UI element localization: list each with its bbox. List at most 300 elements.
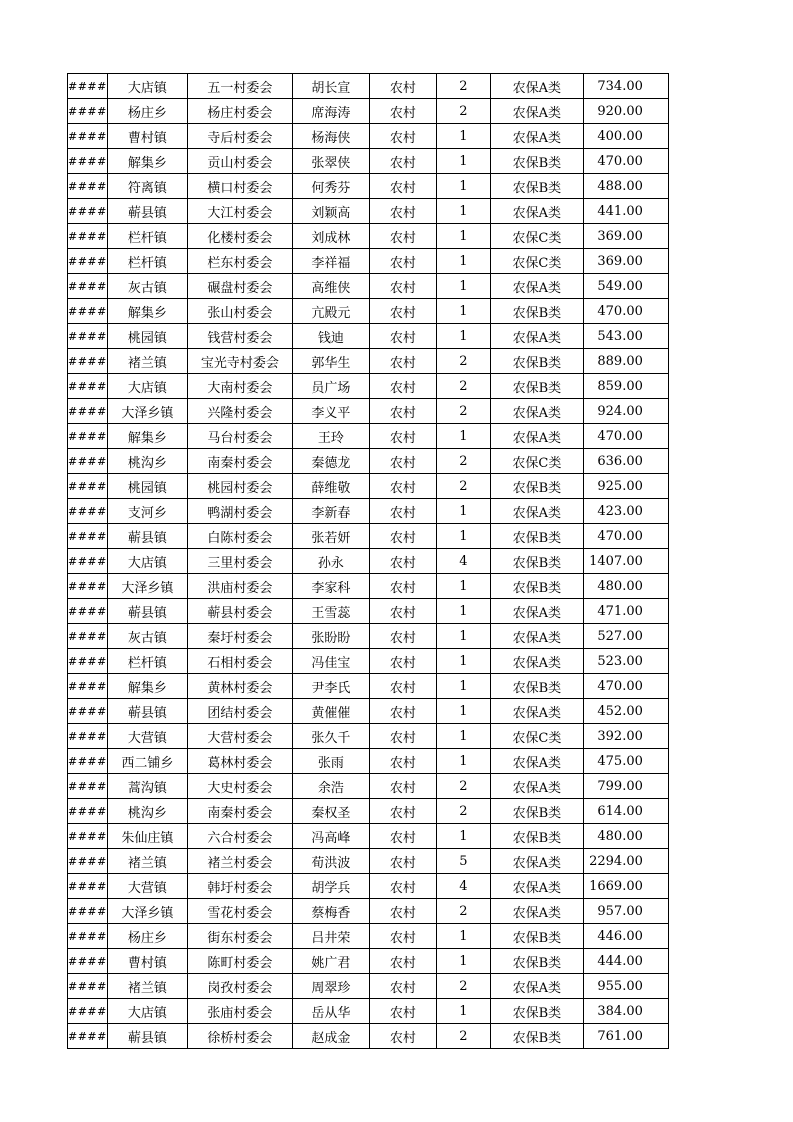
amount-cell: 384.00 — [583, 999, 668, 1024]
village-committee-cell: 马台村委会 — [187, 424, 292, 449]
household-type-cell: 农村 — [369, 124, 436, 149]
row-id-cell: #### — [68, 674, 108, 699]
amount-cell: 2294.00 — [583, 849, 668, 874]
amount-cell: 471.00 — [583, 599, 668, 624]
person-count-cell: 1 — [436, 999, 490, 1024]
insurance-category-cell: 农保A类 — [490, 599, 583, 624]
row-id-cell: #### — [68, 899, 108, 924]
person-count-cell: 1 — [436, 199, 490, 224]
person-count-cell: 2 — [436, 974, 490, 999]
town-cell: 栏杆镇 — [107, 249, 187, 274]
amount-cell: 475.00 — [583, 749, 668, 774]
village-committee-cell: 雪花村委会 — [187, 899, 292, 924]
town-cell: 解集乡 — [107, 299, 187, 324]
table-row — [68, 849, 669, 874]
village-committee-cell: 褚兰村委会 — [187, 849, 292, 874]
insurance-category-cell: 农保B类 — [490, 174, 583, 199]
person-count-cell: 1 — [436, 524, 490, 549]
household-type-cell: 农村 — [369, 1024, 436, 1049]
town-cell: 支河乡 — [107, 499, 187, 524]
amount-cell: 444.00 — [583, 949, 668, 974]
name-cell: 尹李氏 — [292, 674, 369, 699]
person-count-cell: 1 — [436, 299, 490, 324]
name-cell: 吕井荣 — [292, 924, 369, 949]
amount-cell: 369.00 — [583, 249, 668, 274]
insurance-category-cell: 农保A类 — [490, 749, 583, 774]
person-count-cell: 2 — [436, 474, 490, 499]
row-id-cell: #### — [68, 849, 108, 874]
insurance-category-cell: 农保B类 — [490, 574, 583, 599]
insurance-category-cell: 农保C类 — [490, 449, 583, 474]
town-cell: 褚兰镇 — [107, 974, 187, 999]
row-id-cell: #### — [68, 999, 108, 1024]
name-cell: 员广场 — [292, 374, 369, 399]
town-cell: 杨庄乡 — [107, 99, 187, 124]
table-row — [68, 224, 669, 249]
village-committee-cell: 韩圩村委会 — [187, 874, 292, 899]
town-cell: 栏杆镇 — [107, 224, 187, 249]
amount-cell: 920.00 — [583, 99, 668, 124]
table-row — [68, 374, 669, 399]
household-type-cell: 农村 — [369, 374, 436, 399]
household-type-cell: 农村 — [369, 749, 436, 774]
name-cell: 秦德龙 — [292, 449, 369, 474]
household-type-cell: 农村 — [369, 99, 436, 124]
village-committee-cell: 栏东村委会 — [187, 249, 292, 274]
row-id-cell: #### — [68, 974, 108, 999]
person-count-cell: 2 — [436, 799, 490, 824]
person-count-cell: 1 — [436, 949, 490, 974]
table-row — [68, 1024, 669, 1049]
amount-cell: 523.00 — [583, 649, 668, 674]
household-type-cell: 农村 — [369, 174, 436, 199]
name-cell: 冯佳宝 — [292, 649, 369, 674]
village-committee-cell: 团结村委会 — [187, 699, 292, 724]
person-count-cell: 1 — [436, 274, 490, 299]
amount-cell: 734.00 — [583, 74, 668, 99]
town-cell: 大店镇 — [107, 549, 187, 574]
insurance-category-cell: 农保B类 — [490, 149, 583, 174]
name-cell: 杨海侠 — [292, 124, 369, 149]
household-type-cell: 农村 — [369, 674, 436, 699]
name-cell: 蔡梅香 — [292, 899, 369, 924]
name-cell: 郭华生 — [292, 349, 369, 374]
town-cell: 西二铺乡 — [107, 749, 187, 774]
insurance-category-cell: 农保A类 — [490, 849, 583, 874]
amount-cell: 400.00 — [583, 124, 668, 149]
amount-cell: 480.00 — [583, 824, 668, 849]
person-count-cell: 1 — [436, 724, 490, 749]
amount-cell: 423.00 — [583, 499, 668, 524]
name-cell: 王雪蕊 — [292, 599, 369, 624]
table-row — [68, 349, 669, 374]
row-id-cell: #### — [68, 1024, 108, 1049]
amount-cell: 527.00 — [583, 624, 668, 649]
insurance-category-cell: 农保B类 — [490, 999, 583, 1024]
name-cell: 钱迪 — [292, 324, 369, 349]
person-count-cell: 4 — [436, 874, 490, 899]
village-committee-cell: 张庙村委会 — [187, 999, 292, 1024]
town-cell: 大泽乡镇 — [107, 399, 187, 424]
village-committee-cell: 碾盘村委会 — [187, 274, 292, 299]
insurance-category-cell: 农保C类 — [490, 724, 583, 749]
table-row — [68, 299, 669, 324]
table-row — [68, 724, 669, 749]
town-cell: 桃沟乡 — [107, 799, 187, 824]
amount-cell: 549.00 — [583, 274, 668, 299]
village-committee-cell: 秦圩村委会 — [187, 624, 292, 649]
table-row — [68, 824, 669, 849]
household-type-cell: 农村 — [369, 624, 436, 649]
household-type-cell: 农村 — [369, 474, 436, 499]
row-id-cell: #### — [68, 649, 108, 674]
row-id-cell: #### — [68, 274, 108, 299]
person-count-cell: 1 — [436, 699, 490, 724]
row-id-cell: #### — [68, 874, 108, 899]
row-id-cell: #### — [68, 224, 108, 249]
town-cell: 蕲县镇 — [107, 199, 187, 224]
household-type-cell: 农村 — [369, 574, 436, 599]
village-committee-cell: 六合村委会 — [187, 824, 292, 849]
household-type-cell: 农村 — [369, 199, 436, 224]
person-count-cell: 1 — [436, 324, 490, 349]
person-count-cell: 1 — [436, 824, 490, 849]
table-row — [68, 999, 669, 1024]
table-row — [68, 474, 669, 499]
name-cell: 胡长宣 — [292, 74, 369, 99]
household-type-cell: 农村 — [369, 874, 436, 899]
table-row — [68, 324, 669, 349]
village-committee-cell: 贡山村委会 — [187, 149, 292, 174]
table-row — [68, 249, 669, 274]
town-cell: 大店镇 — [107, 74, 187, 99]
village-committee-cell: 陈町村委会 — [187, 949, 292, 974]
household-type-cell: 农村 — [369, 549, 436, 574]
town-cell: 解集乡 — [107, 674, 187, 699]
insurance-category-cell: 农保B类 — [490, 674, 583, 699]
name-cell: 赵成金 — [292, 1024, 369, 1049]
amount-cell: 470.00 — [583, 299, 668, 324]
household-type-cell: 农村 — [369, 949, 436, 974]
household-type-cell: 农村 — [369, 699, 436, 724]
household-type-cell: 农村 — [369, 349, 436, 374]
person-count-cell: 4 — [436, 549, 490, 574]
name-cell: 亢殿元 — [292, 299, 369, 324]
town-cell: 蕲县镇 — [107, 599, 187, 624]
village-committee-cell: 葛林村委会 — [187, 749, 292, 774]
household-type-cell: 农村 — [369, 824, 436, 849]
amount-cell: 470.00 — [583, 424, 668, 449]
insurance-category-cell: 农保A类 — [490, 399, 583, 424]
amount-cell: 859.00 — [583, 374, 668, 399]
household-type-cell: 农村 — [369, 324, 436, 349]
person-count-cell: 1 — [436, 624, 490, 649]
row-id-cell: #### — [68, 749, 108, 774]
person-count-cell: 1 — [436, 924, 490, 949]
row-id-cell: #### — [68, 99, 108, 124]
table-row — [68, 649, 669, 674]
amount-cell: 925.00 — [583, 474, 668, 499]
household-type-cell: 农村 — [369, 524, 436, 549]
town-cell: 蒿沟镇 — [107, 774, 187, 799]
household-type-cell: 农村 — [369, 249, 436, 274]
name-cell: 张盼盼 — [292, 624, 369, 649]
row-id-cell: #### — [68, 524, 108, 549]
amount-cell: 452.00 — [583, 699, 668, 724]
row-id-cell: #### — [68, 449, 108, 474]
household-type-cell: 农村 — [369, 649, 436, 674]
village-committee-cell: 兴隆村委会 — [187, 399, 292, 424]
person-count-cell: 2 — [436, 99, 490, 124]
person-count-cell: 2 — [436, 74, 490, 99]
town-cell: 大店镇 — [107, 999, 187, 1024]
insurance-category-cell: 农保B类 — [490, 549, 583, 574]
row-id-cell: #### — [68, 499, 108, 524]
village-committee-cell: 黄林村委会 — [187, 674, 292, 699]
village-committee-cell: 寺后村委会 — [187, 124, 292, 149]
row-id-cell: #### — [68, 124, 108, 149]
person-count-cell: 1 — [436, 174, 490, 199]
village-committee-cell: 洪庙村委会 — [187, 574, 292, 599]
table-row — [68, 924, 669, 949]
town-cell: 杨庄乡 — [107, 924, 187, 949]
table-row — [68, 574, 669, 599]
household-type-cell: 农村 — [369, 224, 436, 249]
table-row — [68, 699, 669, 724]
row-id-cell: #### — [68, 324, 108, 349]
person-count-cell: 2 — [436, 1024, 490, 1049]
name-cell: 何秀芬 — [292, 174, 369, 199]
insurance-category-cell: 农保B类 — [490, 374, 583, 399]
row-id-cell: #### — [68, 624, 108, 649]
row-id-cell: #### — [68, 349, 108, 374]
village-committee-cell: 化楼村委会 — [187, 224, 292, 249]
town-cell: 大店镇 — [107, 374, 187, 399]
person-count-cell: 1 — [436, 599, 490, 624]
village-committee-cell: 杨庄村委会 — [187, 99, 292, 124]
person-count-cell: 1 — [436, 124, 490, 149]
person-count-cell: 1 — [436, 499, 490, 524]
household-type-cell: 农村 — [369, 299, 436, 324]
person-count-cell: 1 — [436, 149, 490, 174]
amount-cell: 924.00 — [583, 399, 668, 424]
table-row — [68, 399, 669, 424]
person-count-cell: 2 — [436, 374, 490, 399]
row-id-cell: #### — [68, 549, 108, 574]
name-cell: 高维侠 — [292, 274, 369, 299]
table-row — [68, 949, 669, 974]
amount-cell: 369.00 — [583, 224, 668, 249]
insurance-category-cell: 农保A类 — [490, 124, 583, 149]
insurance-category-cell: 农保B类 — [490, 299, 583, 324]
table-row — [68, 599, 669, 624]
name-cell: 李祥福 — [292, 249, 369, 274]
row-id-cell: #### — [68, 174, 108, 199]
town-cell: 蕲县镇 — [107, 699, 187, 724]
household-type-cell: 农村 — [369, 74, 436, 99]
insurance-category-cell: 农保C类 — [490, 249, 583, 274]
village-committee-cell: 街东村委会 — [187, 924, 292, 949]
insurance-category-cell: 农保B类 — [490, 1024, 583, 1049]
table-row — [68, 674, 669, 699]
table-row — [68, 749, 669, 774]
table-row — [68, 524, 669, 549]
row-id-cell: #### — [68, 424, 108, 449]
town-cell: 灰古镇 — [107, 624, 187, 649]
name-cell: 席海涛 — [292, 99, 369, 124]
name-cell: 张雨 — [292, 749, 369, 774]
person-count-cell: 1 — [436, 649, 490, 674]
name-cell: 李义平 — [292, 399, 369, 424]
town-cell: 大泽乡镇 — [107, 574, 187, 599]
insurance-category-cell: 农保A类 — [490, 649, 583, 674]
insurance-category-cell: 农保A类 — [490, 499, 583, 524]
amount-cell: 1407.00 — [583, 549, 668, 574]
person-count-cell: 1 — [436, 674, 490, 699]
name-cell: 黄催催 — [292, 699, 369, 724]
village-committee-cell: 横口村委会 — [187, 174, 292, 199]
insurance-category-cell: 农保B类 — [490, 799, 583, 824]
insurance-category-cell: 农保A类 — [490, 424, 583, 449]
person-count-cell: 2 — [436, 449, 490, 474]
amount-cell: 1669.00 — [583, 874, 668, 899]
village-committee-cell: 白陈村委会 — [187, 524, 292, 549]
amount-cell: 957.00 — [583, 899, 668, 924]
insurance-category-cell: 农保A类 — [490, 624, 583, 649]
household-type-cell: 农村 — [369, 399, 436, 424]
name-cell: 周翠珍 — [292, 974, 369, 999]
village-committee-cell: 石相村委会 — [187, 649, 292, 674]
table-row — [68, 799, 669, 824]
name-cell: 薛维敬 — [292, 474, 369, 499]
name-cell: 岳从华 — [292, 999, 369, 1024]
name-cell: 张久千 — [292, 724, 369, 749]
household-type-cell: 农村 — [369, 149, 436, 174]
table-row — [68, 424, 669, 449]
amount-cell: 470.00 — [583, 524, 668, 549]
amount-cell: 636.00 — [583, 449, 668, 474]
table-row — [68, 974, 669, 999]
household-type-cell: 农村 — [369, 999, 436, 1024]
name-cell: 刘成林 — [292, 224, 369, 249]
row-id-cell: #### — [68, 699, 108, 724]
village-committee-cell: 蕲县村委会 — [187, 599, 292, 624]
amount-cell: 889.00 — [583, 349, 668, 374]
village-committee-cell: 宝光寺村委会 — [187, 349, 292, 374]
insurance-category-cell: 农保A类 — [490, 899, 583, 924]
village-committee-cell: 南秦村委会 — [187, 449, 292, 474]
insurance-category-cell: 农保A类 — [490, 274, 583, 299]
town-cell: 朱仙庄镇 — [107, 824, 187, 849]
row-id-cell: #### — [68, 599, 108, 624]
household-type-cell: 农村 — [369, 724, 436, 749]
insurance-category-cell: 农保A类 — [490, 74, 583, 99]
name-cell: 刘颖高 — [292, 199, 369, 224]
name-cell: 秦权圣 — [292, 799, 369, 824]
household-type-cell: 农村 — [369, 974, 436, 999]
village-committee-cell: 岗孜村委会 — [187, 974, 292, 999]
insurance-category-cell: 农保A类 — [490, 324, 583, 349]
town-cell: 解集乡 — [107, 149, 187, 174]
town-cell: 曹村镇 — [107, 949, 187, 974]
household-type-cell: 农村 — [369, 774, 436, 799]
amount-cell: 470.00 — [583, 674, 668, 699]
person-count-cell: 2 — [436, 899, 490, 924]
household-type-cell: 农村 — [369, 499, 436, 524]
table-row — [68, 624, 669, 649]
village-committee-cell: 张山村委会 — [187, 299, 292, 324]
insurance-category-cell: 农保A类 — [490, 699, 583, 724]
row-id-cell: #### — [68, 574, 108, 599]
village-committee-cell: 大南村委会 — [187, 374, 292, 399]
town-cell: 蕲县镇 — [107, 524, 187, 549]
row-id-cell: #### — [68, 474, 108, 499]
insurance-category-cell: 农保B类 — [490, 524, 583, 549]
table-row — [68, 74, 669, 99]
amount-cell: 614.00 — [583, 799, 668, 824]
data-table — [67, 73, 669, 1049]
name-cell: 胡学兵 — [292, 874, 369, 899]
household-type-cell: 农村 — [369, 849, 436, 874]
table-row — [68, 149, 669, 174]
row-id-cell: #### — [68, 799, 108, 824]
table-row — [68, 549, 669, 574]
town-cell: 桃园镇 — [107, 324, 187, 349]
village-committee-cell: 三里村委会 — [187, 549, 292, 574]
table-row — [68, 124, 669, 149]
village-committee-cell: 五一村委会 — [187, 74, 292, 99]
town-cell: 褚兰镇 — [107, 849, 187, 874]
insurance-category-cell: 农保A类 — [490, 974, 583, 999]
village-committee-cell: 鸭湖村委会 — [187, 499, 292, 524]
name-cell: 余浩 — [292, 774, 369, 799]
amount-cell: 543.00 — [583, 324, 668, 349]
town-cell: 蕲县镇 — [107, 1024, 187, 1049]
household-type-cell: 农村 — [369, 899, 436, 924]
table-row — [68, 499, 669, 524]
household-type-cell: 农村 — [369, 424, 436, 449]
household-type-cell: 农村 — [369, 449, 436, 474]
amount-cell: 761.00 — [583, 1024, 668, 1049]
amount-cell: 799.00 — [583, 774, 668, 799]
village-committee-cell: 钱营村委会 — [187, 324, 292, 349]
household-type-cell: 农村 — [369, 274, 436, 299]
table-row — [68, 99, 669, 124]
village-committee-cell: 南秦村委会 — [187, 799, 292, 824]
insurance-category-cell: 农保B类 — [490, 349, 583, 374]
insurance-category-cell: 农保A类 — [490, 774, 583, 799]
town-cell: 大营镇 — [107, 874, 187, 899]
table-row — [68, 874, 669, 899]
table-row — [68, 174, 669, 199]
row-id-cell: #### — [68, 374, 108, 399]
row-id-cell: #### — [68, 399, 108, 424]
person-count-cell: 1 — [436, 249, 490, 274]
table-row — [68, 274, 669, 299]
insurance-category-cell: 农保A类 — [490, 874, 583, 899]
name-cell: 孙永 — [292, 549, 369, 574]
person-count-cell: 2 — [436, 399, 490, 424]
amount-cell: 446.00 — [583, 924, 668, 949]
amount-cell: 955.00 — [583, 974, 668, 999]
town-cell: 栏杆镇 — [107, 649, 187, 674]
household-type-cell: 农村 — [369, 599, 436, 624]
amount-cell: 441.00 — [583, 199, 668, 224]
person-count-cell: 2 — [436, 774, 490, 799]
amount-cell: 488.00 — [583, 174, 668, 199]
table-row — [68, 899, 669, 924]
name-cell: 姚广君 — [292, 949, 369, 974]
